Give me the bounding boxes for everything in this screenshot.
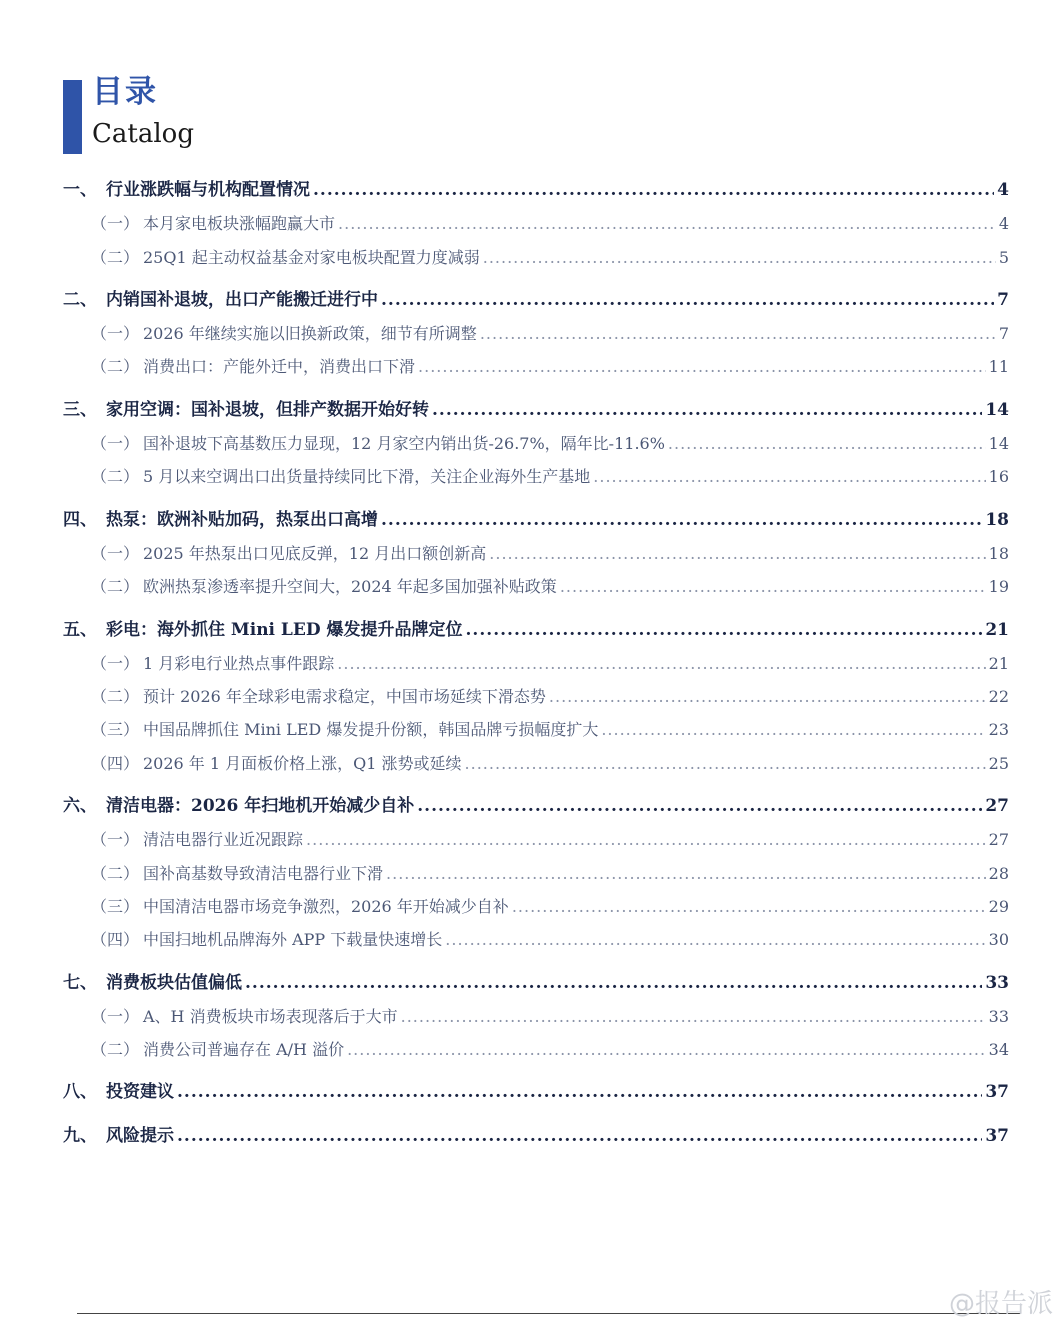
toc-dot-leader	[386, 857, 986, 890]
toc-page-number: 11	[988, 357, 1009, 377]
toc-subsection-link[interactable]	[63, 823, 1009, 856]
toc-entry-title: 投资建议	[106, 1082, 174, 1103]
toc-entry-number: 六、	[63, 796, 97, 817]
toc-entry-number: （二）	[91, 863, 140, 883]
toc-dot-leader	[465, 747, 986, 780]
toc-subsection-link[interactable]	[63, 1033, 1009, 1066]
toc-entry-number: 二、	[63, 289, 97, 310]
toc-entry-number: （二）	[91, 1040, 140, 1060]
toc-section-link[interactable]	[63, 394, 1009, 427]
toc-dot-leader	[401, 1000, 986, 1033]
toc-page-number: 14	[985, 399, 1009, 420]
toc-dot-leader	[445, 923, 985, 956]
toc-dot-leader	[668, 427, 986, 460]
toc-page-number: 4	[998, 214, 1009, 234]
toc-entry-title: 家用空调：国补退坡，但排产数据开始好转	[106, 399, 429, 420]
toc-page-number: 23	[988, 720, 1009, 740]
toc-entry-title: 消费板块估值偏低	[106, 972, 242, 993]
toc-entry-number: （一）	[91, 543, 140, 563]
toc-entry-title: 消费出口：产能外迁中，消费出口下滑	[143, 357, 416, 377]
toc-section-link[interactable]	[63, 174, 1009, 207]
page-title-en: Catalog	[92, 119, 194, 149]
toc-subsection-link[interactable]	[63, 1000, 1009, 1033]
toc-page-number: 7	[997, 289, 1009, 310]
toc-page-number: 37	[985, 1082, 1009, 1103]
toc-subsection-link[interactable]	[63, 747, 1009, 780]
toc-page-number: 34	[988, 1040, 1009, 1060]
toc-entry-title: 热泵：欧洲补贴加码，热泵出口高增	[106, 509, 378, 530]
toc-page-number: 4	[997, 180, 1009, 200]
toc-dot-leader	[418, 350, 986, 383]
toc-page-number: 18	[985, 509, 1009, 530]
toc-entry-number: （一）	[91, 653, 140, 673]
toc-section-link[interactable]	[63, 1076, 1009, 1109]
toc-dot-leader	[347, 1033, 986, 1066]
toc-page-number: 16	[988, 467, 1009, 487]
toc-section-link[interactable]	[63, 1120, 1009, 1153]
toc-entry-title: 5 月以来空调出口出货量持续同比下滑，关注企业海外生产基地	[143, 467, 591, 487]
toc-entry-number: 五、	[63, 619, 97, 640]
toc-entry-title: 本月家电板块涨幅跑赢大市	[143, 214, 336, 234]
toc-entry-number: 四、	[63, 509, 97, 530]
toc-page-number: 14	[988, 434, 1009, 454]
toc-entry-title: 消费公司普遍存在 A/H 溢价	[143, 1040, 345, 1060]
toc-page-number: 5	[998, 247, 1009, 267]
toc-dot-leader	[512, 890, 986, 923]
toc-entry-number: 三、	[63, 399, 97, 420]
toc-section-link[interactable]	[63, 284, 1009, 317]
toc-dot-leader	[313, 174, 994, 207]
toc-entry-number: 一、	[63, 180, 97, 200]
watermark: @报告派	[948, 1289, 1053, 1319]
toc-entry-title: 2026 年继续实施以旧换新政策，细节有所调整	[143, 324, 477, 344]
toc-subsection-link[interactable]	[63, 350, 1009, 383]
toc-section-link[interactable]	[63, 790, 1009, 823]
table-of-contents	[63, 174, 1009, 1153]
toc-section-link[interactable]	[63, 504, 1009, 537]
footer-divider	[77, 1313, 1021, 1314]
toc-entry-number: （一）	[91, 214, 140, 234]
toc-entry-title: 行业涨跌幅与机构配置情况	[106, 180, 310, 200]
toc-dot-leader	[381, 504, 982, 537]
toc-dot-leader	[177, 1120, 982, 1153]
toc-subsection-link[interactable]	[63, 647, 1009, 680]
toc-subsection-link[interactable]	[63, 537, 1009, 570]
toc-entry-number: （一）	[91, 1006, 140, 1026]
toc-subsection-link[interactable]	[63, 427, 1009, 460]
toc-subsection-link[interactable]	[63, 241, 1009, 274]
toc-entry-title: 欧洲热泵渗透率提升空间大，2024 年起多国加强补贴政策	[143, 577, 557, 597]
toc-entry-title: 25Q1 起主动权益基金对家电板块配置力度减弱	[143, 247, 480, 267]
toc-subsection-link[interactable]	[63, 317, 1009, 350]
toc-dot-leader	[483, 241, 996, 274]
toc-entry-number: 七、	[63, 972, 97, 993]
toc-dot-leader	[560, 570, 986, 603]
toc-section-link[interactable]	[63, 967, 1009, 1000]
toc-page-number: 25	[988, 753, 1009, 773]
toc-dot-leader	[593, 460, 985, 493]
toc-entry-title: A、H 消费板块市场表现落后于大市	[143, 1006, 398, 1026]
toc-subsection-link[interactable]	[63, 570, 1009, 603]
toc-entry-title: 1 月彩电行业热点事件跟踪	[143, 653, 335, 673]
toc-dot-leader	[245, 967, 982, 1000]
toc-entry-title: 2026 年 1 月面板价格上涨，Q1 涨势或延续	[143, 753, 462, 773]
toc-page-number: 27	[988, 830, 1009, 850]
toc-page-number: 22	[988, 687, 1009, 707]
toc-entry-number: 九、	[63, 1125, 97, 1146]
toc-entry-number: （四）	[91, 930, 140, 950]
toc-subsection-link[interactable]	[63, 890, 1009, 923]
toc-entry-number: （二）	[91, 247, 140, 267]
toc-entry-title: 2025 年热泵出口见底反弹，12 月出口额创新高	[143, 543, 487, 563]
toc-entry-title: 彩电：海外抓住 Mini LED 爆发提升品牌定位	[106, 619, 463, 640]
toc-page-number: 28	[988, 863, 1009, 883]
toc-subsection-link[interactable]	[63, 460, 1009, 493]
toc-dot-leader	[432, 394, 982, 427]
toc-entry-title: 中国清洁电器市场竞争激烈，2026 年开始减少自补	[143, 896, 509, 916]
toc-page-number: 37	[985, 1125, 1009, 1146]
toc-dot-leader	[306, 823, 986, 856]
toc-entry-title: 内销国补退坡，出口产能搬迁进行中	[106, 289, 378, 310]
toc-dot-leader	[177, 1076, 982, 1109]
toc-entry-number: （四）	[91, 753, 140, 773]
title-accent-bar	[63, 80, 82, 154]
toc-entry-number: （二）	[91, 357, 140, 377]
toc-page-number: 19	[988, 577, 1009, 597]
toc-subsection-link[interactable]	[63, 857, 1009, 890]
toc-page-number: 33	[988, 1006, 1009, 1026]
toc-entry-title: 清洁电器：2026 年扫地机开始减少自补	[106, 796, 415, 817]
toc-dot-leader	[549, 680, 986, 713]
toc-dot-leader	[466, 614, 983, 647]
toc-dot-leader	[480, 317, 996, 350]
toc-entry-title: 预计 2026 年全球彩电需求稳定，中国市场延续下滑态势	[143, 687, 546, 707]
toc-subsection-link[interactable]	[63, 923, 1009, 956]
toc-page-number: 21	[988, 653, 1009, 673]
page-title-cn: 目录	[92, 74, 158, 110]
toc-entry-title: 国补高基数导致清洁电器行业下滑	[143, 863, 384, 883]
toc-page-number: 21	[985, 619, 1009, 640]
toc-entry-number: （二）	[91, 577, 140, 597]
toc-page-number: 18	[988, 543, 1009, 563]
toc-entry-number: （三）	[91, 720, 140, 740]
toc-entry-title: 风险提示	[106, 1125, 174, 1146]
toc-entry-number: （二）	[91, 687, 140, 707]
toc-dot-leader	[417, 790, 982, 823]
toc-page-number: 27	[985, 796, 1009, 817]
toc-subsection-link[interactable]	[63, 207, 1009, 240]
toc-entry-number: （一）	[91, 434, 140, 454]
toc-entry-title: 国补退坡下高基数压力显现，12 月家空内销出货-26.7%，隔年比-11.6%	[143, 434, 665, 454]
toc-dot-leader	[338, 207, 996, 240]
toc-entry-number: （一）	[91, 830, 140, 850]
toc-dot-leader	[337, 647, 985, 680]
toc-section-link[interactable]	[63, 614, 1009, 647]
toc-page-number: 33	[985, 972, 1009, 993]
toc-dot-leader	[601, 713, 985, 746]
toc-entry-title: 清洁电器行业近况跟踪	[143, 830, 304, 850]
toc-subsection-link[interactable]	[63, 713, 1009, 746]
toc-entry-number: 八、	[63, 1082, 97, 1103]
toc-subsection-link[interactable]	[63, 680, 1009, 713]
toc-dot-leader	[489, 537, 985, 570]
toc-page-number: 7	[998, 324, 1009, 344]
toc-page-number: 30	[988, 930, 1009, 950]
toc-page-number: 29	[988, 896, 1009, 916]
toc-dot-leader	[381, 284, 994, 317]
toc-entry-number: （一）	[91, 324, 140, 344]
toc-entry-number: （三）	[91, 896, 140, 916]
toc-entry-number: （二）	[91, 467, 140, 487]
toc-entry-title: 中国扫地机品牌海外 APP 下载量快速增长	[143, 930, 443, 950]
toc-entry-title: 中国品牌抓住 Mini LED 爆发提升份额，韩国品牌亏损幅度扩大	[143, 720, 599, 740]
